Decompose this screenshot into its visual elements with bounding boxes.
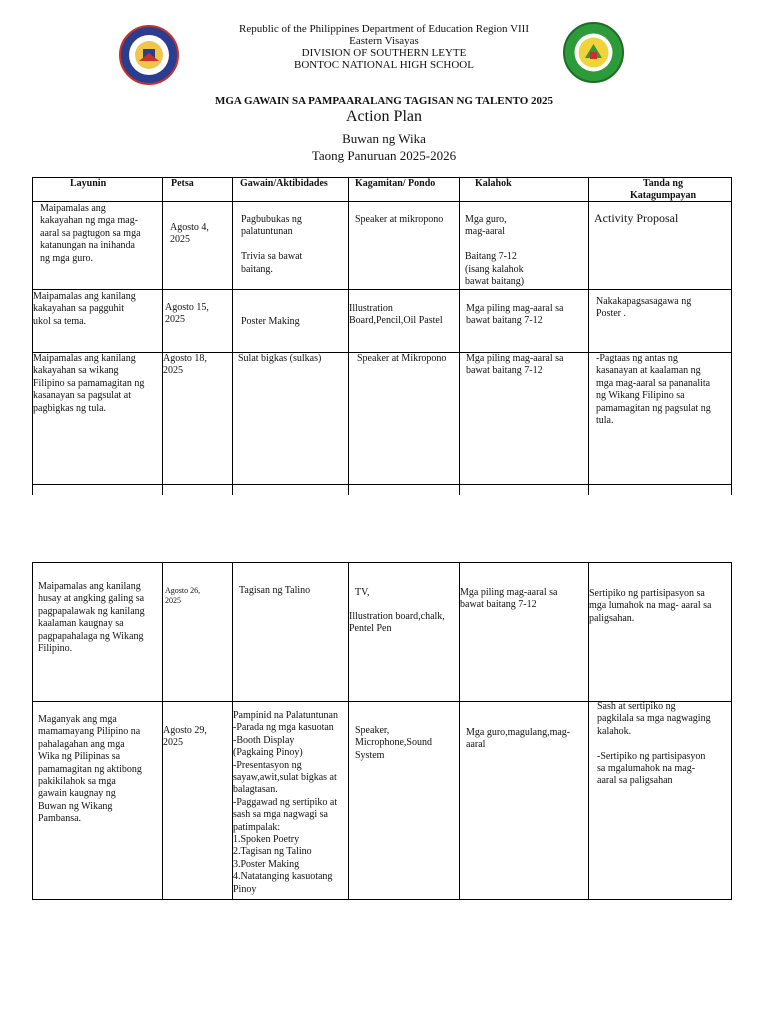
r5-layunin: Maganyak ang mga mamamayang Pilipino na pahalagahan ang mga Wika ng Pilipinas sa pamamagitan ng aktibong pakikilahok sa mga gawain kaugnay ng Buwan ng Wikang Pambansa.	[38, 714, 142, 825]
r4-petsa: Agosto 26, 2025	[165, 586, 201, 605]
col-header-kagamitan: Kagamitan/ Pondo	[355, 178, 436, 189]
header-region: Eastern Visayas	[349, 35, 419, 47]
r4-gawain: Tagisan ng Talino	[239, 585, 311, 596]
col-header-petsa: Petsa	[171, 178, 194, 189]
r3-layunin: Maipamalas ang kanilang kakayahan sa wikang Filipino sa pamamagitan ng kasanayan sa pagsulat at pagbigkas ng tula.	[33, 353, 145, 414]
r2-kalahok: Mga piling mag-aaral sa bawat baitang 7-12	[466, 303, 564, 327]
r1-petsa: Agosto 4, 2025	[170, 222, 209, 246]
r3-petsa: Agosto 18, 2025	[163, 353, 207, 377]
r3-gawain: Sulat bigkas (sulkas)	[238, 353, 322, 364]
col-header-gawain: Gawain/Aktibidades	[240, 178, 328, 189]
r2-layunin: Maipamalas ang kanilang kakayahan sa pagguhit ukol sa tema.	[33, 291, 136, 327]
r2-tanda: Nakakapagsasagawa ng Poster .	[596, 296, 692, 320]
r4-tanda: Sertipiko ng partisipasyon sa mga lumahok na mag- aaral sa paligsahan.	[589, 588, 712, 624]
document-subtitle-1: Buwan ng Wika	[342, 131, 426, 146]
r1-kalahok: Mga guro, mag-aaral Baitang 7-12 (isang kalahok bawat baitang)	[465, 214, 525, 288]
event-title: MGA GAWAIN SA PAMPAARALANG TAGISAN NG TALENTO 2025	[214, 95, 554, 107]
r5-gawain: Pampinid na Palatuntunan -Parada ng mga kasuotan -Booth Display (Pagkaing Pinoy) -Presentasyon ng sayaw,awit,sulat bigkas at balagtasan. -Paggawad ng sertipiko at sash sa mga nagwagi sa patimpalak: 1.Spoken Poetry 2.Tagisan ng Talino 3.Poster Making 4.Natatanging kasuotang Pinoy	[233, 710, 338, 895]
r5-kalahok: Mga guro,magulang,mag- aaral	[466, 727, 571, 751]
r4-kalahok: Mga piling mag-aaral sa bawat baitang 7-12	[460, 587, 558, 611]
r2-petsa: Agosto 15, 2025	[165, 302, 209, 326]
header-division: DIVISION OF SOUTHERN LEYTE	[301, 47, 467, 59]
r4-kagamitan-extra: Illustration board,chalk, Pentel Pen	[349, 611, 445, 635]
r3-tanda: -Pagtaas ng antas ng kasanayan at kaalaman ng mga mag-aaral sa pananalita ng Wikang Filipino sa pamamagitan ng pagsulat ng tula.	[596, 353, 711, 427]
r1-tanda: Activity Proposal	[594, 211, 679, 225]
r2-gawain: Poster Making	[241, 316, 300, 327]
document-title: Action Plan	[346, 108, 422, 125]
col-header-kalahok: Kalahok	[475, 178, 512, 189]
r5-tanda: Sash at sertipiko ng pagkilala sa mga nagwaging kalahok. -Sertipiko ng partisipasyon sa mgalumahok na mag- aaral sa paligsahan	[597, 701, 711, 787]
r3-kagamitan: Speaker at Mikropono	[357, 353, 447, 364]
r1-kagamitan: Speaker at mikropono	[355, 214, 444, 225]
r1-layunin: Maipamalas ang kakayahan ng mga mag- aaral sa pagtugon sa mga katanungan na inihanda ng mga guro.	[40, 203, 141, 264]
r3-kalahok: Mga piling mag-aaral sa bawat baitang 7-12	[466, 353, 564, 377]
col-header-layunin: Layunin	[70, 178, 107, 189]
r1-gawain: Pagbubukas ng palatuntunan Trivia sa bawat baitang.	[241, 214, 303, 275]
r5-kagamitan: Speaker, Microphone,Sound System	[355, 725, 432, 761]
r4-layunin: Maipamalas ang kanilang husay at angking galing sa pagpapalawak ng kanilang kaalaman kaugnay sa pagpapahalaga ng Wikang Filipino.	[38, 581, 145, 655]
r4-kagamitan: TV,	[355, 587, 370, 598]
r2-kagamitan: Illustration Board,Pencil,Oil Pastel	[349, 303, 443, 327]
document-subtitle-2: Taong Panuruan 2025-2026	[311, 148, 457, 163]
r5-petsa: Agosto 29, 2025	[163, 725, 207, 749]
col-header-tanda: Tanda ng Katagumpayan	[629, 178, 697, 202]
header-agency: Republic of the Philippines Department of Education Region VIII	[238, 23, 529, 35]
header-school: BONTOC NATIONAL HIGH SCHOOL	[294, 59, 474, 71]
